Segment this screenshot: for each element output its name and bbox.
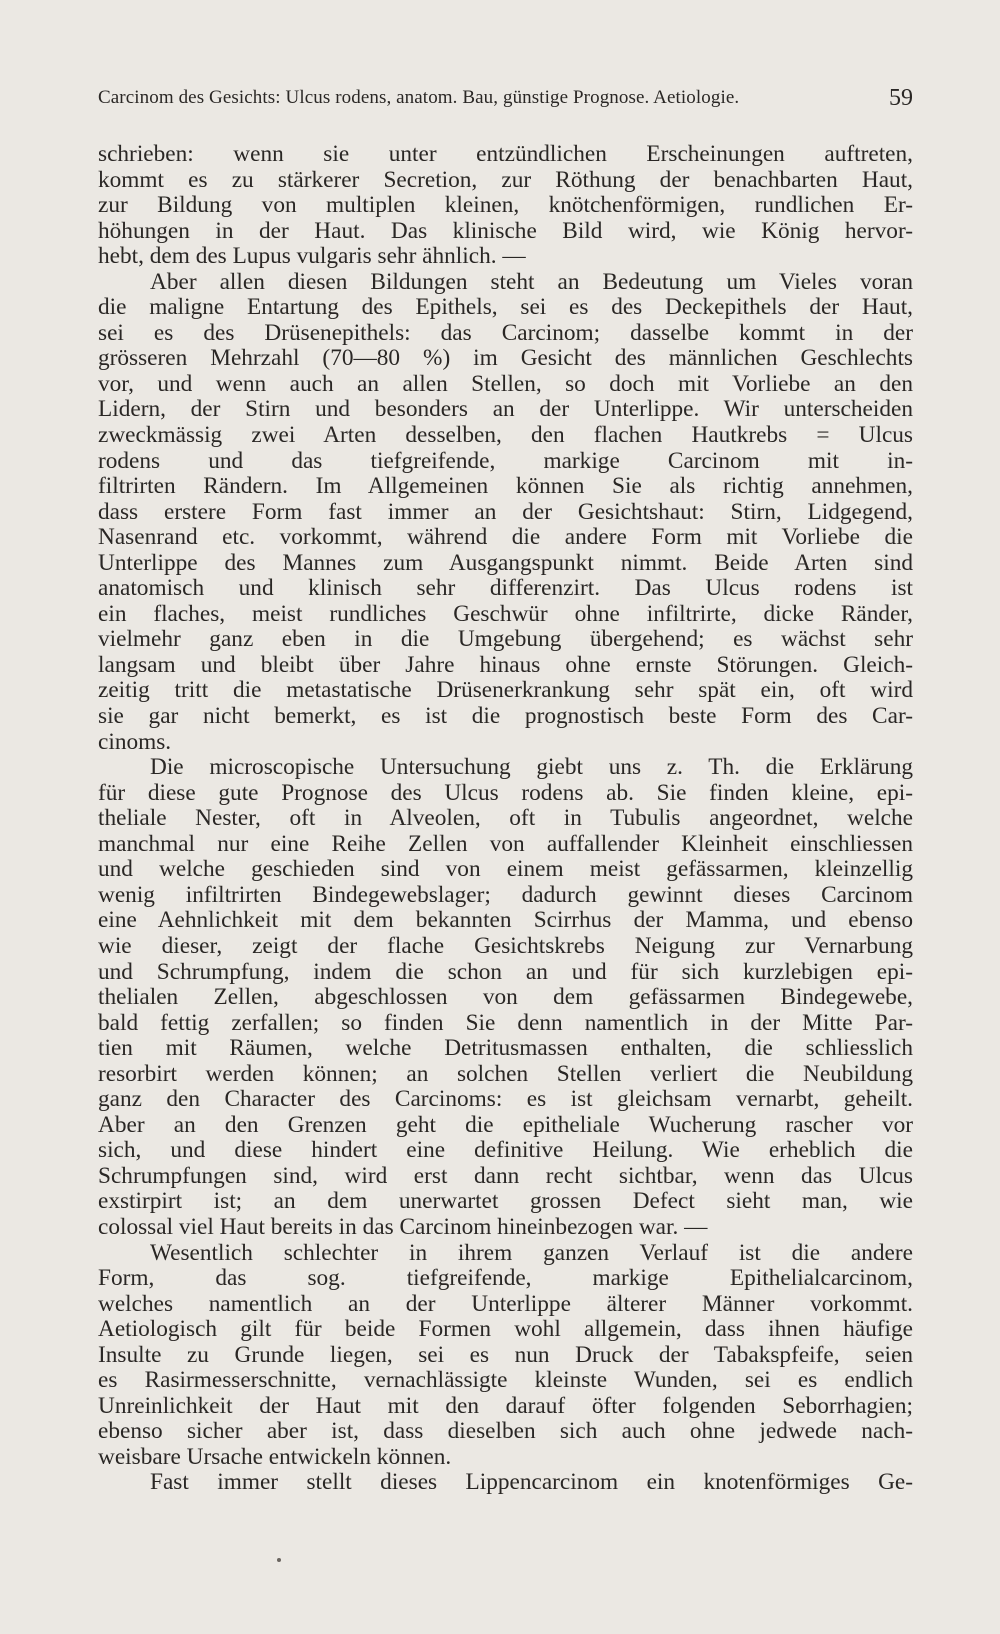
text-line: zur Bildung von multiplen kleinen, knötchenförmigen, rundlichen Er- bbox=[98, 192, 913, 219]
text-line: anatomisch und klinisch sehr differenzirt. Das Ulcus rodens ist bbox=[98, 575, 913, 602]
text-line: manchmal nur eine Reihe Zellen von auffallender Kleinheit einschliessen bbox=[98, 830, 913, 857]
text-line: die maligne Entartung des Epithels, sei es des Deckepithels der Haut, bbox=[98, 294, 913, 321]
text-line: tien mit Räumen, welche Detritusmassen enthalten, die schliesslich bbox=[98, 1035, 913, 1062]
text-line: theliale Nester, oft in Alveolen, oft in Tubulis angeordnet, welche bbox=[98, 805, 913, 832]
text-line: rodens und das tiefgreifende, markige Carcinom mit in- bbox=[98, 447, 913, 474]
text-line: filtrirten Rändern. Im Allgemeinen können Sie als richtig annehmen, bbox=[98, 473, 913, 500]
text-line: sei es des Drüsenepithels: das Carcinom; dasselbe kommt in der bbox=[98, 319, 913, 346]
text-line: dass erstere Form fast immer an der Gesichtshaut: Stirn, Lidgegend, bbox=[98, 498, 913, 525]
text-line: schrieben: wenn sie unter entzündlichen Erscheinungen auftreten, bbox=[98, 141, 913, 167]
print-speck bbox=[277, 1558, 281, 1562]
page-number: 59 bbox=[889, 85, 913, 111]
text-line: und welche geschieden sind von einem meist gefässarmen, kleinzellig bbox=[98, 856, 913, 883]
text-line: ebenso sicher aber ist, dass dieselben sich auch ohne jedwede nach- bbox=[98, 1418, 913, 1445]
text-line: es Rasirmesserschnitte, vernachlässigte kleinste Wunden, sei es endlich bbox=[98, 1367, 913, 1394]
body-text bbox=[98, 142, 913, 1496]
text-line: vielmehr ganz eben in die Umgebung übergehend; es wächst sehr bbox=[98, 626, 913, 653]
text-line: höhungen in der Haut. Das klinische Bild wird, wie König hervor- bbox=[98, 217, 913, 244]
text-line: exstirpirt ist; an dem unerwartet grossen Defect sieht man, wie bbox=[98, 1188, 913, 1215]
text-line: Lidern, der Stirn und besonders an der Unterlippe. Wir unterscheiden bbox=[98, 396, 913, 423]
text-line: weisbare Ursache entwickeln können. bbox=[98, 1443, 452, 1470]
text-line: sie gar nicht bemerkt, es ist die prognostisch beste Form des Car- bbox=[98, 703, 913, 730]
text-line: langsam und bleibt über Jahre hinaus ohne ernste Störungen. Gleich- bbox=[98, 651, 913, 678]
text-line: Aber an den Grenzen geht die epitheliale Wucherung rascher vor bbox=[98, 1111, 913, 1138]
text-line: Schrumpfungen sind, wird erst dann recht sichtbar, wenn das Ulcus bbox=[98, 1162, 913, 1189]
text-line: ein flaches, meist rundliches Geschwür ohne infiltrirte, dicke Ränder, bbox=[98, 600, 913, 627]
text-line: hebt, dem des Lupus vulgaris sehr ähnlich. — bbox=[98, 243, 526, 270]
text-line: Insulte zu Grunde liegen, sei es nun Druck der Tabakspfeife, seien bbox=[98, 1341, 913, 1368]
text-line: Nasenrand etc. vorkommt, während die andere Form mit Vorliebe die bbox=[98, 524, 913, 551]
running-header bbox=[98, 84, 913, 112]
text-line: Form, das sog. tiefgreifende, markige Epithelialcarcinom, bbox=[98, 1265, 913, 1292]
text-line: colossal viel Haut bereits in das Carcinom hineinbezogen war. — bbox=[98, 1213, 708, 1240]
text-line: Aetiologisch gilt für beide Formen wohl allgemein, dass ihnen häufige bbox=[98, 1316, 913, 1343]
text-line: ganz den Character des Carcinoms: es ist gleichsam vernarbt, geheilt. bbox=[98, 1086, 913, 1113]
text-line: thelialen Zellen, abgeschlossen von dem gefässarmen Bindegewebe, bbox=[98, 984, 913, 1011]
text-line: und Schrumpfung, indem die schon an und für sich kurzlebigen epi- bbox=[98, 958, 913, 985]
text-line: zeitig tritt die metastatische Drüsenerkrankung sehr spät ein, oft wird bbox=[98, 677, 913, 704]
text-line: vor, und wenn auch an allen Stellen, so doch mit Vorliebe an den bbox=[98, 370, 913, 397]
text-line: Fast immer stellt dieses Lippencarcinom ein knotenförmiges Ge- bbox=[150, 1469, 913, 1496]
text-line: Die microscopische Untersuchung giebt uns z. Th. die Erklärung bbox=[150, 754, 913, 781]
text-line: eine Aehnlichkeit mit dem bekannten Scirrhus der Mamma, und ebenso bbox=[98, 907, 913, 934]
text-line: für diese gute Prognose des Ulcus rodens ab. Sie finden kleine, epi- bbox=[98, 779, 913, 806]
text-line: wenig infiltrirten Bindegewebslager; dadurch gewinnt dieses Carcinom bbox=[98, 881, 913, 908]
text-line: sich, und diese hindert eine definitive Heilung. Wie erheblich die bbox=[98, 1137, 913, 1164]
text-line: grösseren Mehrzahl (70—80 %) im Gesicht des männlichen Geschlechts bbox=[98, 345, 913, 372]
text-line: cinoms. bbox=[98, 728, 172, 755]
text-line: resorbirt werden können; an solchen Stellen verliert die Neubildung bbox=[98, 1060, 913, 1087]
text-line: wie dieser, zeigt der flache Gesichtskrebs Neigung zur Vernarbung bbox=[98, 932, 913, 959]
text-line: zweckmässig zwei Arten desselben, den flachen Hautkrebs = Ulcus bbox=[98, 422, 913, 449]
text-line: Unterlippe des Mannes zum Ausgangspunkt nimmt. Beide Arten sind bbox=[98, 549, 913, 576]
text-line: bald fettig zerfallen; so finden Sie denn namentlich in der Mitte Par- bbox=[98, 1009, 913, 1036]
running-title: Carcinom des Gesichts: Ulcus rodens, anatom. Bau, günstige Prognose. Aetiologie. bbox=[98, 87, 740, 108]
text-line: Unreinlichkeit der Haut mit den darauf öfter folgenden Seborrhagien; bbox=[98, 1392, 913, 1419]
text-line: Wesentlich schlechter in ihrem ganzen Verlauf ist die andere bbox=[150, 1239, 913, 1266]
text-line: welches namentlich an der Unterlippe älterer Männer vorkommt. bbox=[98, 1290, 913, 1317]
text-line: kommt es zu stärkerer Secretion, zur Röthung der benachbarten Haut, bbox=[98, 166, 913, 193]
text-line: Aber allen diesen Bildungen steht an Bedeutung um Vieles voran bbox=[150, 268, 913, 295]
